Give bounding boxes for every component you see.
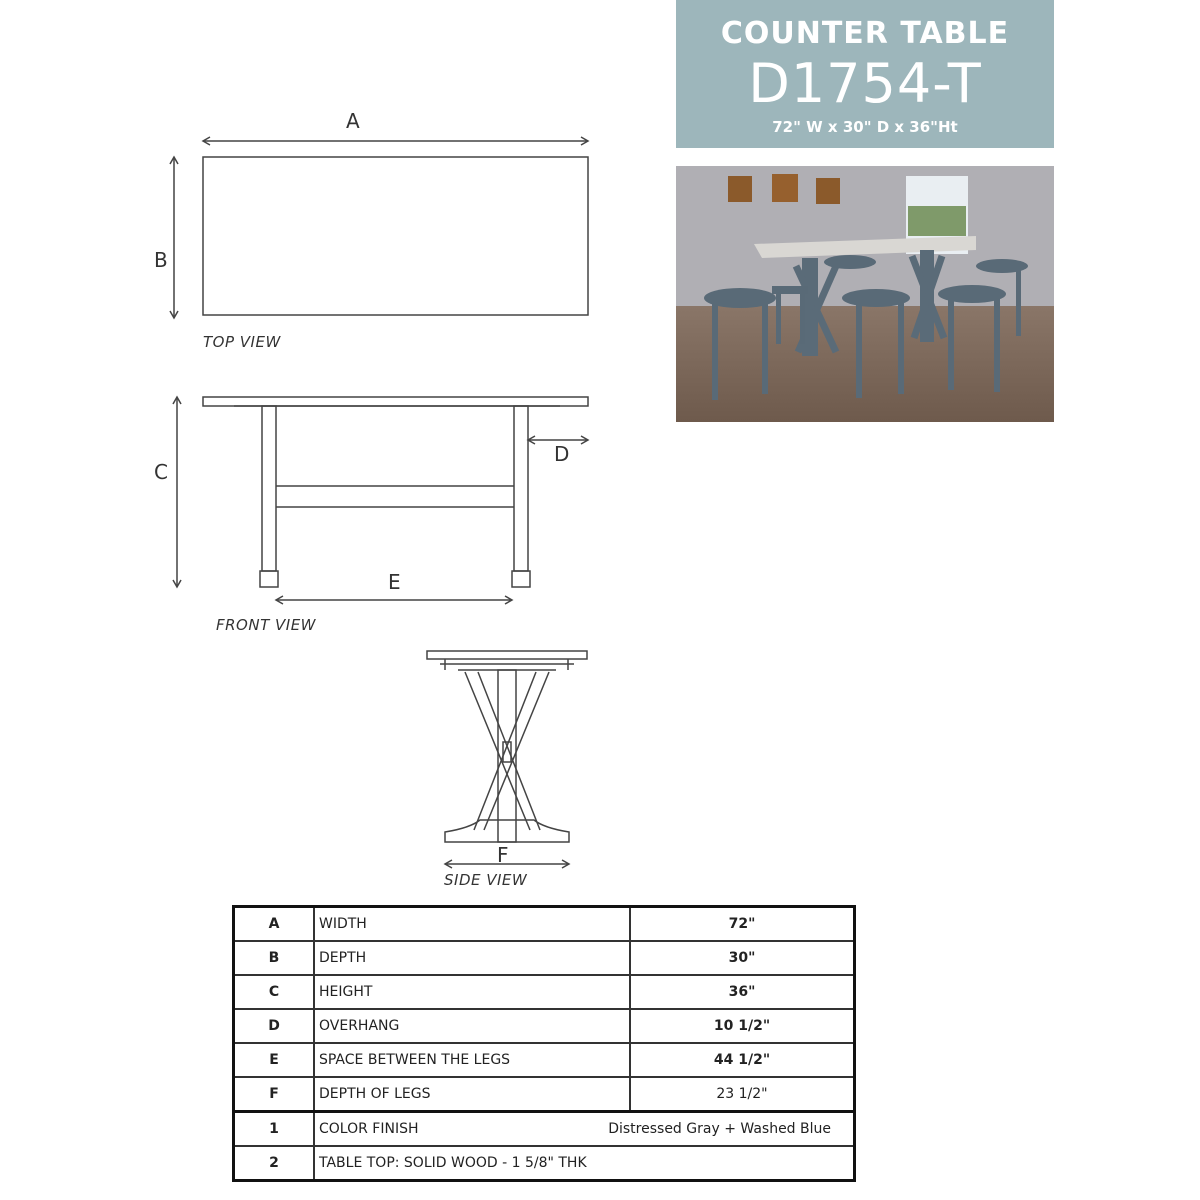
spec-name: WIDTH: [314, 907, 630, 942]
front-view-top: [203, 397, 588, 406]
product-photo: [676, 166, 1054, 422]
front-view-label: FRONT VIEW: [216, 616, 317, 634]
table-row: [234, 1009, 855, 1043]
spec-value: 36": [630, 975, 855, 1009]
spec-table: [232, 905, 856, 1182]
spec-value: 23 1/2": [630, 1077, 855, 1112]
product-banner: [676, 0, 1054, 148]
dimension-e-label: E: [388, 570, 401, 594]
spec-value: 44 1/2": [630, 1043, 855, 1077]
table-row: [234, 1077, 855, 1112]
spec-name: SPACE BETWEEN THE LEGS: [314, 1043, 630, 1077]
product-dimensions: 72" W x 30" D x 36"Ht: [772, 118, 958, 136]
table-row: [234, 975, 855, 1009]
spec-name: DEPTH: [314, 941, 630, 975]
note-name: TABLE TOP: SOLID WOOD - 1 5/8" THK: [314, 1146, 855, 1181]
technical-drawing: [0, 0, 676, 900]
spec-name: DEPTH OF LEGS: [314, 1077, 630, 1112]
note-value: Distressed Gray + Washed Blue: [608, 1121, 831, 1137]
spec-code: D: [234, 1009, 315, 1043]
spec-value: 72": [630, 907, 855, 942]
top-view-label: TOP VIEW: [203, 333, 281, 351]
top-view-outline: [203, 157, 588, 315]
spec-value: 30": [630, 941, 855, 975]
table-row: [234, 907, 855, 942]
product-model: D1754-T: [748, 52, 982, 115]
dimension-f-label: F: [497, 843, 509, 867]
table-row: [234, 1112, 855, 1147]
spec-value: 10 1/2": [630, 1009, 855, 1043]
table-row: [234, 1146, 855, 1181]
spec-code: A: [234, 907, 315, 942]
table-row: [234, 941, 855, 975]
note-name: COLOR FINISH: [319, 1121, 419, 1137]
spec-name: HEIGHT: [314, 975, 630, 1009]
dimension-a-label: A: [346, 109, 360, 133]
side-view-top: [427, 651, 587, 659]
spec-code: E: [234, 1043, 315, 1077]
spec-code: C: [234, 975, 315, 1009]
spec-code: B: [234, 941, 315, 975]
note-code: 2: [234, 1146, 315, 1181]
spec-name: OVERHANG: [314, 1009, 630, 1043]
dimension-d-label: D: [554, 442, 570, 466]
wall-art-icon: [728, 176, 752, 202]
note-code: 1: [234, 1112, 315, 1147]
spec-code: F: [234, 1077, 315, 1112]
dimension-b-label: B: [154, 248, 168, 272]
side-view-label: SIDE VIEW: [444, 871, 528, 889]
product-category: COUNTER TABLE: [720, 16, 1010, 51]
dimension-c-label: C: [154, 460, 168, 484]
table-row: [234, 1043, 855, 1077]
note-cell: [314, 1112, 855, 1147]
